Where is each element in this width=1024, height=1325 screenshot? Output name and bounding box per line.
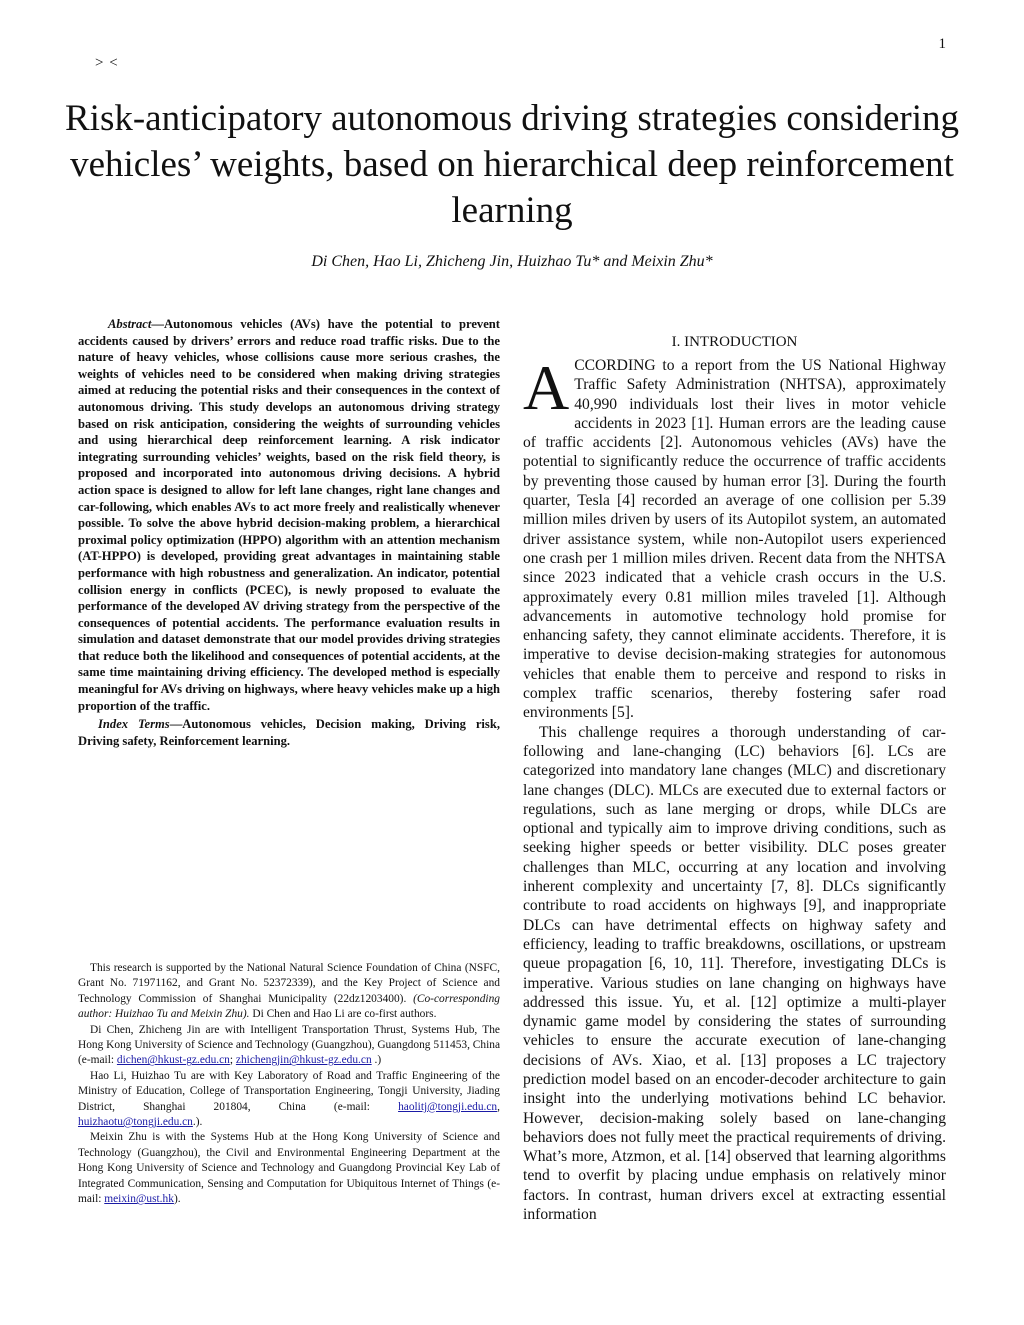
affiliation-footnote-1 xyxy=(78,1023,500,1069)
email-link[interactable]: huizhaotu@tongji.edu.cn xyxy=(78,1116,193,1129)
drop-cap: A xyxy=(523,352,570,423)
affiliation-footnote-3 xyxy=(78,1130,500,1207)
left-column xyxy=(78,316,500,749)
intro-paragraph-2: This challenge requires a thorough understanding of car-following and lane-changing (LC) behaviors [6]. LCs are categorized into mandatory lane changes (MLC) and discretionary lane changes (DLC). MLCs are executed due to external factors or regulations, such as lane merging or drops, while DLCs are optional and typically aim to improve driving conditions, such as seeking higher speeds or better visibility. DLC poses greater challenges than MLC, occurring at any location and involving inherent complexity and uncertainty [7, 8]. DLCs significantly contribute to road accidents on highways [9], and inappropriate DLCs can have detrimental effects on highway safety and efficiency, leading to traffic breakdowns, oscillations, or upstream queue propagation [6, 10, 11]. Therefore, investigating DLCs is imperative. Various studies on lane changing on highways have addressed this issue. Yu, et al. [12] optimize a multi-player dynamic game model by considering the states of surrounding vehicles to ensure the accurate execution of lane-changing decisions of AVs. Xiao, et al. [13] proposes a LC trajectory prediction model based on an encoder-decoder architecture to gain insight into the underlying motivations behind LC behavior. However, decision-making solely based on lane-changing behaviors does not fully meet the practical requirements of driving. What’s more, Atzmon, et al. [14] observed that learning algorithms tend to overfit by placing undue emphasis on relatively minor factors. In contrast, human drivers excel at extracting essential information xyxy=(523,723,946,1224)
footnotes xyxy=(78,961,500,1208)
header-mark: > < xyxy=(95,55,119,71)
co-first-note: Di Chen and Hao Li are co-first authors. xyxy=(249,1008,437,1021)
page-number: 1 xyxy=(938,36,946,52)
affiliation-3-end: ). xyxy=(173,1193,181,1206)
affiliation-1-end: .) xyxy=(371,1054,382,1067)
email-link[interactable]: haolitj@tongji.edu.cn xyxy=(398,1100,498,1113)
funding-text: This research is supported by the National Natural Science Foundation of China (NSFC, Grant No. 71971162, and Grant No. 52372339), and the Key Project of Science and Technology Commission of Shanghai Municipality (22dz1203400). xyxy=(78,962,500,1005)
email-link[interactable]: dichen@hkust-gz.edu.cn xyxy=(116,1054,230,1067)
index-terms xyxy=(78,716,500,749)
email-separator: ; xyxy=(229,1054,236,1067)
email-link[interactable]: zhichengjin@hkust-gz.edu.cn xyxy=(235,1054,372,1067)
index-terms-label: Index Terms xyxy=(98,717,170,732)
intro-paragraph-1-text: CCORDING to a report from the US National Highway Traffic Safety Administration (NHTSA), approximately 40,990 individuals lost their lives in motor vehicle accidents in 2023 [1]. Human errors are the leading cause of traffic accidents [2]. Autonomous vehicles (AVs) have the potential to significantly reduce the occurrence of traffic accidents by preventing those caused by human error [3]. During the fourth quarter, Tesla [4] recorded an average of one collision per 5.39 million miles driven by users of its Autopilot system, an automated driver assistance system, while non-Autopilot users experienced one crash per 1 million miles driven. Recent data from the NHTSA since 2023 indicated that a vehicle crash occurs in the U.S. approximately every 0.81 million miles traveled [1]. Although advancements in automotive technology hold promise for enhancing safety, they cannot eliminate accidents. Therefore, it is imperative to devise decision-making strategies for autonomous vehicles that enable them to perceive and respond to risks in complex traffic scenarios, thereby fostering safer road environments [5]. xyxy=(523,357,946,722)
abstract xyxy=(78,316,500,714)
author-list: Di Chen, Hao Li, Zhicheng Jin, Huizhao Tu* and Meixin Zhu* xyxy=(311,253,713,270)
affiliation-footnote-2 xyxy=(78,1069,500,1131)
affiliation-2-text: Hao Li, Huizhao Tu are with Key Laboratory of Road and Traffic Engineering of the Ministry of Education, College of Transportation Engineering, Tongji University, Jiading District, Shanghai 201804, China (e-mail: xyxy=(78,1069,500,1113)
affiliation-2-end: .). xyxy=(192,1116,203,1129)
co-corresponding-note: (Co-corresponding author: Huizhao Tu and Meixin Zhu). xyxy=(78,992,500,1021)
section-heading: I. INTRODUCTION xyxy=(671,334,798,350)
right-column xyxy=(523,334,946,1224)
funding-footnote xyxy=(78,961,500,1023)
abstract-label: Abstract xyxy=(108,317,152,331)
email-link[interactable]: meixin@ust.hk xyxy=(104,1193,174,1206)
affiliation-3-text: Meixin Zhu is with the Systems Hub at the Hong Kong University of Science and Technology (Guangzhou), the Civil and Environmental Engineering Department at the Hong Kong University of Science and Technology and Guangdong Provincial Key Lab of Integrated Communication, Sensing and Computation for Ubiquitous Internet of Things (e-mail: xyxy=(78,1131,500,1206)
abstract-text: —Autonomous vehicles (AVs) have the potential to prevent accidents caused by drivers’ errors and reduce road traffic risks. Due to the nature of heavy vehicles, whose collisions cause more serious crashes, the weights of vehicles need to be considered when making driving strategies aimed at reducing the potential risks and their consequences in the context of autonomous driving. This study develops an autonomous driving strategy based on risk anticipation, considering the weights of surrounding vehicles and using hierarchical deep reinforcement learning. A risk indicator integrating surrounding vehicles’ weights, based on the risk field theory, is proposed and incorporated into autonomous driving decisions. A hybrid action space is designed to allow for left lane changes, right lane changes and car-following, which enables AVs to act more freely and realistically whenever possible. To solve the above hybrid decision-making problem, a hierarchical proximal policy optimization (HPPO) algorithm with an attention mechanism (AT-HPPO) is developed, providing great advantages in maintaining stable performance with high robustness and generalization. An indicator, potential collision energy in conflicts (PCEC), is newly proposed to evaluate the performance of the developed AV driving strategy from the perspective of the consequences of potential accidents. The performance evaluation results in simulation and dataset demonstrate that our model provides driving strategies that reduce both the likelihood and consequences of potential accidents, at the same time maintaining driving efficiency. The developed method is especially meaningful for AVs driving on highways, where heavy vehicles make up a high proportion of the traffic. xyxy=(78,317,500,713)
email-separator: , xyxy=(497,1100,500,1113)
index-terms-text: —Autonomous vehicles, Decision making, Driving risk, Driving safety, Reinforcement learning. xyxy=(78,717,500,748)
paper-title: Risk-anticipatory autonomous driving strategies considering vehicles’ weights, based on hierarchical deep reinforcement learning xyxy=(65,98,959,231)
affiliation-1-text: Di Chen, Zhicheng Jin are with Intelligent Transportation Thrust, Systems Hub, The Hong Kong University of Science and Technology (Guangzhou), Guangdong 511453, China (e-mail: xyxy=(78,1023,500,1067)
intro-paragraph-1 xyxy=(523,352,946,723)
